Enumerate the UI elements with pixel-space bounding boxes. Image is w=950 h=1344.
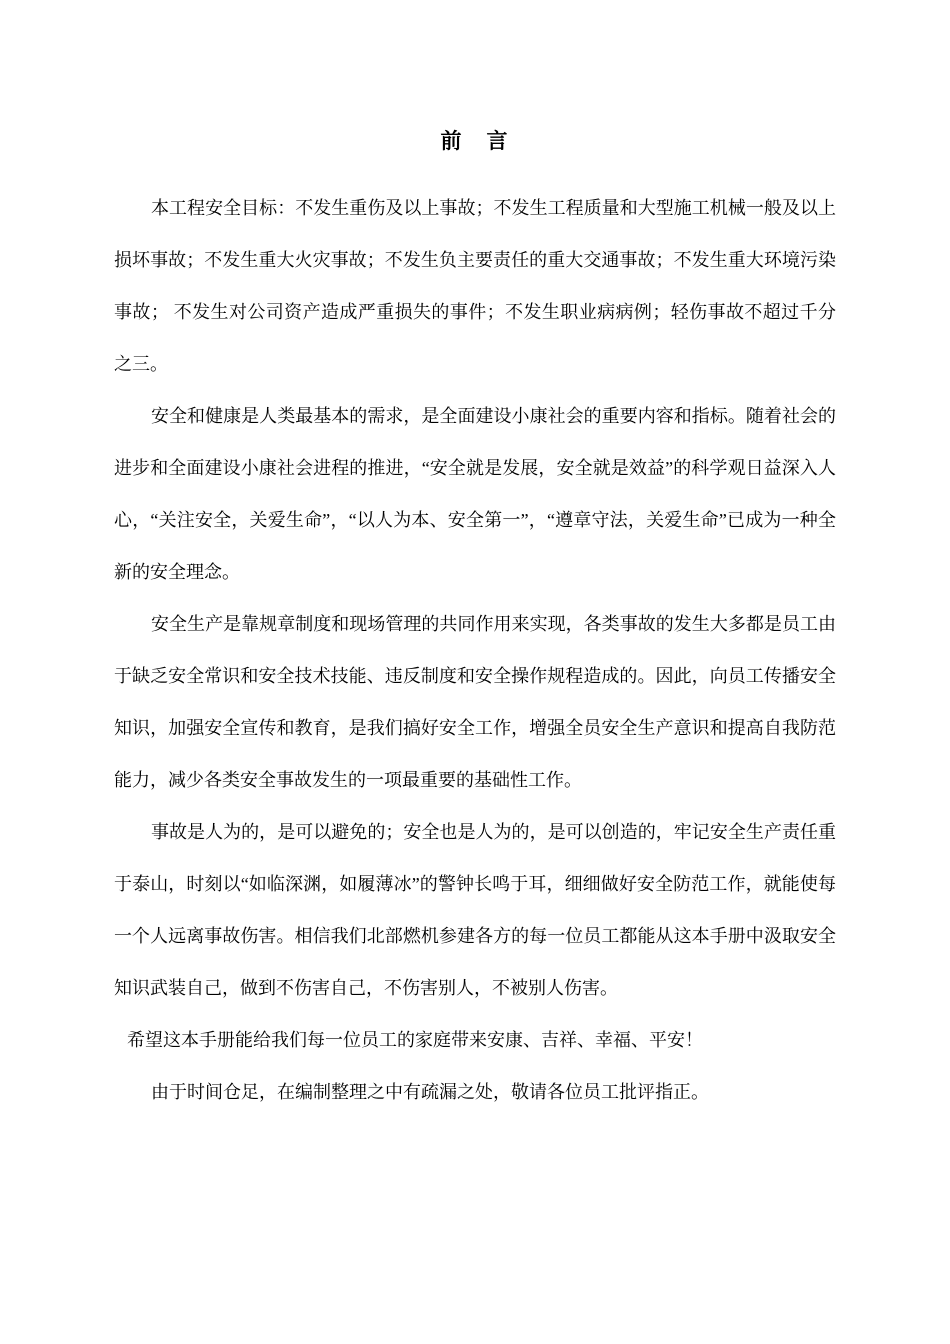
- paragraph-wish: 希望这本手册能给我们每一位员工的家庭带来安康、吉祥、幸福、平安！: [127, 1030, 703, 1050]
- paragraph-safety-goals: 本工程安全目标：不发生重伤及以上事故；不发生工程质量和大型施工机械一般及以上损坏事故；不发生重大火灾事故；不发生负主要责任的重大交通事故；不发生重大环境污染事故； 不发生对公司资产造成严重损失的事件；不发生职业病病例；轻伤事故不超过千分之三。: [114, 198, 836, 374]
- paragraph-accidents-manmade: 事故是人为的，是可以避免的；安全也是人为的，是可以创造的，牢记安全生产责任重于泰山，时刻以“如临深渊，如履薄冰”的警钟长鸣于耳，细细做好安全防范工作，就能使每一个人远离事故伤害。相信我们北部燃机参建各方的每一位员工都能从这本手册中汲取安全知识武装自己，做到不伤害自己，不伤害别人，不被别人伤害。: [114, 822, 836, 998]
- paragraph-safety-production: 安全生产是靠规章制度和现场管理的共同作用来实现，各类事故的发生大多都是员工由于缺乏安全常识和安全技术技能、违反制度和安全操作规程造成的。因此，向员工传播安全知识，加强安全宣传和教育，是我们搞好安全工作，增强全员安全生产意识和提高自我防范能力，减少各类安全事故发生的一项最重要的基础性工作。: [114, 614, 836, 790]
- paragraph-safety-health: 安全和健康是人类最基本的需求，是全面建设小康社会的重要内容和指标。随着社会的进步和全面建设小康社会进程的推进，“安全就是发展，安全就是效益”的科学观日益深入人心，“关注安全，关爱生命”，“以人为本、安全第一”，“遵章守法，关爱生命”已成为一种全新的安全理念。: [114, 406, 836, 582]
- page-title: 前 言: [440, 129, 510, 153]
- paragraph-apology: 由于时间仓足，在编制整理之中有疏漏之处，敬请各位员工批评指正。: [151, 1082, 709, 1102]
